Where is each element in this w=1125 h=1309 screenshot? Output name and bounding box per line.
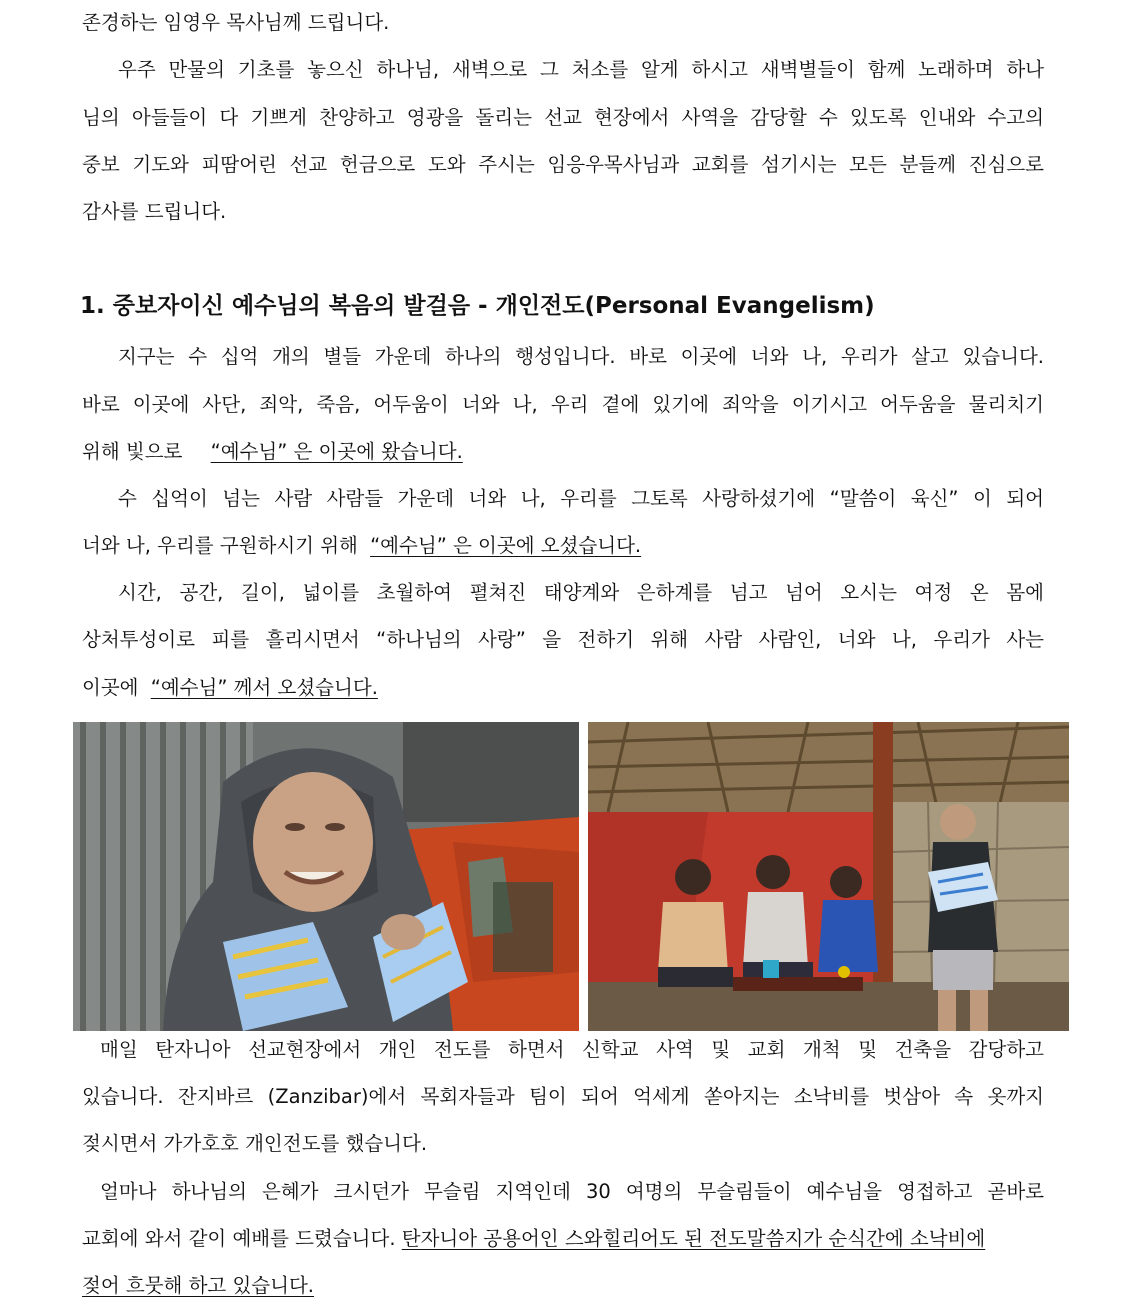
p2-underlined-text: “예수님” 은 이곳에 오셨습니다. bbox=[370, 534, 642, 557]
p5-underlined-text-2: 젖어 흐뭇해 하고 있습니다. bbox=[82, 1274, 315, 1297]
photo-team-evangelism bbox=[588, 722, 1069, 1031]
p5-line-2-text: 교회에 와서 같이 예배를 드렸습니다. bbox=[82, 1227, 402, 1250]
p3-line-3 bbox=[82, 673, 1044, 703]
p2-line-2-text: 너와 나, 우리를 구원하시기 위해 bbox=[82, 534, 365, 557]
p5-line-3 bbox=[82, 1271, 1044, 1301]
p2-line-2 bbox=[82, 531, 1044, 561]
p4-line-1: 매일 탄자니아 선교현장에서 개인 전도를 하면서 신학교 사역 및 교회 개척 및 건축을 감당하고 bbox=[100, 1038, 1044, 1061]
p5-line-2 bbox=[82, 1224, 1044, 1254]
p1-line-1: 지구는 수 십억 개의 별들 가운데 하나의 행성입니다. 바로 이곳에 너와 나, 우리가 살고 있습니다. bbox=[118, 345, 1044, 368]
p3-line-1: 시간, 공간, 길이, 넓이를 초월하여 펼쳐진 태양계와 은하계를 넘고 넘어 오시는 여정 온 몸에 bbox=[118, 581, 1044, 604]
intro-line-1: 우주 만물의 기초를 놓으신 하나님, 새벽으로 그 처소를 알게 하시고 새벽별들이 함께 노래하며 하나 bbox=[118, 58, 1044, 81]
p5-underlined-text-1: 탄자니아 공용어인 스와힐리어도 된 전도말씀지가 순식간에 소낙비에 bbox=[401, 1227, 986, 1250]
intro-line-3: 중보 기도와 피땀어린 선교 헌금으로 도와 주시는 임응우목사님과 교회를 섬기시는 모든 분들께 진심으로 bbox=[82, 153, 1044, 176]
intro-line-2: 님의 아들들이 다 기쁘게 찬양하고 영광을 돌리는 선교 현장에서 사역을 감당할 수 있도록 인내와 수고의 bbox=[82, 106, 1044, 129]
p4-line-3: 젖시면서 가가호호 개인전도를 했습니다. bbox=[82, 1132, 428, 1155]
p1-underlined-text: “예수님” 은 이곳에 왔습니다. bbox=[210, 440, 463, 463]
p1-line-2: 바로 이곳에 사단, 죄악, 죽음, 어두움이 너와 나, 우리 곁에 있기에 죄악을 이기시고 어두움을 물리치기 bbox=[82, 393, 1044, 416]
p1-line-3-text: 위해 빛으로 bbox=[82, 440, 189, 463]
p4-line-2: 있습니다. 잔지바르 (Zanzibar)에서 목회자들과 팀이 되어 억세게 쏟아지는 소낙비를 벗삼아 속 옷까지 bbox=[82, 1085, 1044, 1108]
p3-line-3-text: 이곳에 bbox=[82, 676, 145, 699]
p3-line-2: 상처투성이로 피를 흘리시면서 “하나님의 사랑” 을 전하기 위해 사람 사람인, 너와 나, 우리가 사는 bbox=[82, 628, 1044, 651]
greeting-line: 존경하는 임영우 목사님께 드립니다. bbox=[82, 11, 390, 34]
photo-evangelist-graphic bbox=[73, 722, 579, 1031]
intro-line-4: 감사를 드립니다. bbox=[82, 200, 227, 223]
section-heading: 1. 중보자이신 예수님의 복음의 발걸음 - 개인전도(Personal Evangelism) bbox=[80, 293, 875, 319]
photo-evangelist-with-tracts bbox=[73, 722, 579, 1031]
p2-line-1: 수 십억이 넘는 사람 사람들 가운데 너와 나, 우리를 그토록 사랑하셨기에 “말씀이 육신” 이 되어 bbox=[118, 487, 1044, 510]
p1-line-3 bbox=[82, 437, 1044, 467]
p5-line-1: 얼마나 하나님의 은혜가 크시던가 무슬림 지역인데 30 여명의 무슬림들이 예수님을 영접하고 곧바로 bbox=[100, 1180, 1044, 1203]
photo-team-graphic bbox=[588, 722, 1069, 1031]
p3-underlined-text: “예수님” 께서 오셨습니다. bbox=[150, 676, 378, 699]
